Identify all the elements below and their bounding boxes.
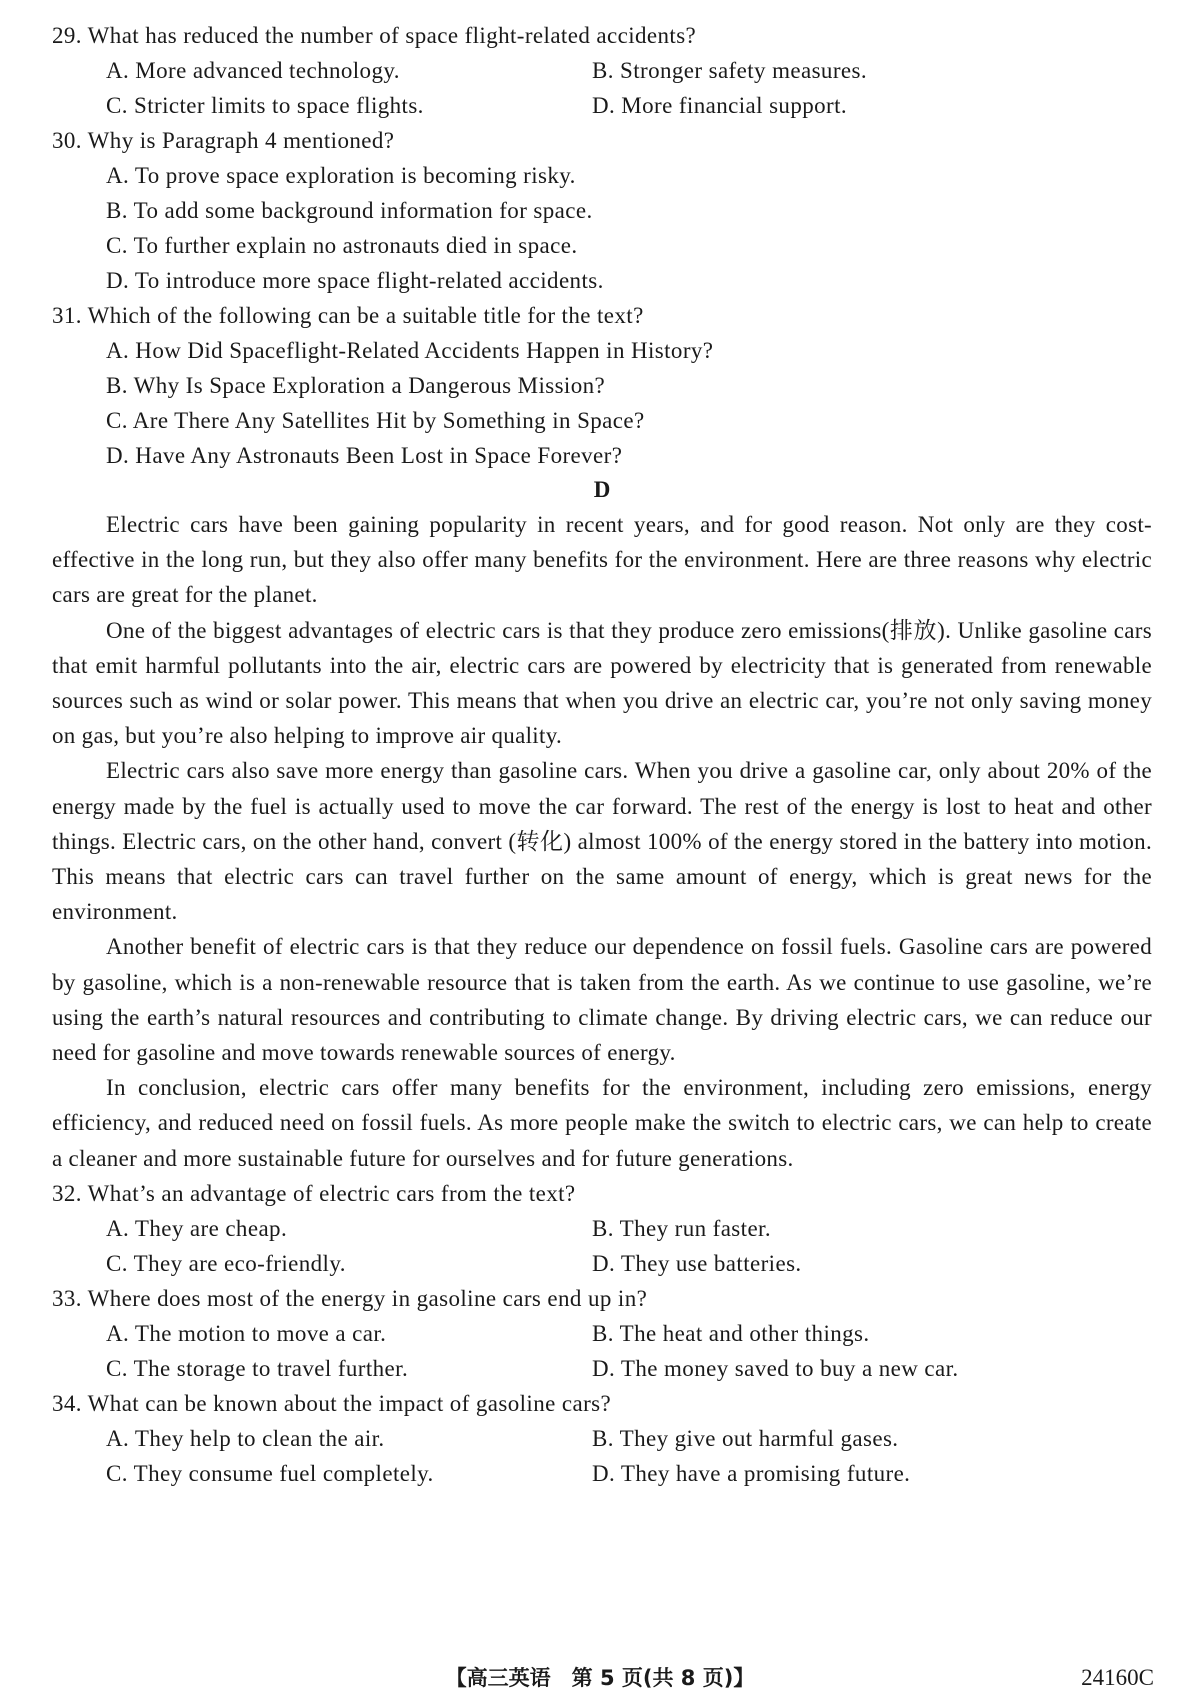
exam-page bbox=[52, 18, 1152, 1491]
option-b: B. The heat and other things. bbox=[592, 1320, 870, 1346]
passage-paragraph: Electric cars have been gaining popularity in recent years, and for good reason. Not only are they cost-effective in the long run, but they also offer many benefits for the environment. Here are three reasons why electric cars are great for the planet. bbox=[52, 512, 1152, 608]
option-c: C. Are There Any Satellites Hit by Something in Space? bbox=[106, 408, 645, 433]
option-b: B. They run faster. bbox=[592, 1215, 771, 1241]
passage-paragraph: One of the biggest advantages of electric cars is that they produce zero emissions(排放). Unlike gasoline cars that emit harmful pollutants into the air, electric cars are powered by electricity that is generated from renewable sources such as wind or solar power. This means that when you drive an electric car, you’re not only saving money on gas, but you’re also helping to improve air quality. bbox=[52, 617, 1152, 749]
option-row bbox=[52, 1421, 1152, 1456]
passage-d bbox=[52, 507, 1152, 1176]
option-c: C. Stricter limits to space flights. bbox=[106, 93, 424, 118]
question-stem: 31. Which of the following can be a suitable title for the text? bbox=[52, 303, 644, 328]
question-stem: 30. Why is Paragraph 4 mentioned? bbox=[52, 128, 395, 153]
option-d: D. To introduce more space flight-related accidents. bbox=[106, 268, 604, 293]
question-32 bbox=[52, 1176, 1152, 1281]
option-d: D. They have a promising future. bbox=[592, 1460, 911, 1486]
option-row bbox=[52, 1246, 1152, 1281]
option-row bbox=[52, 1316, 1152, 1351]
option-c: C. They consume fuel completely. bbox=[106, 1460, 434, 1486]
passage-paragraph: Another benefit of electric cars is that they reduce our dependence on fossil fuels. Gasoline cars are powered by gasoline, which is a non-renewable resource that is taken from the earth. As we continue to use gasoline, we’re using the earth’s natural resources and contributing to climate change. By driving electric cars, we can reduce our need for gasoline and move towards renewable sources of energy. bbox=[52, 934, 1152, 1066]
option-d: D. Have Any Astronauts Been Lost in Space Forever? bbox=[106, 443, 623, 468]
option-a: A. They help to clean the air. bbox=[106, 1425, 385, 1451]
option-d: D. They use batteries. bbox=[592, 1250, 802, 1276]
page-footer bbox=[0, 1660, 1200, 1696]
question-30 bbox=[52, 123, 1152, 298]
option-row bbox=[52, 1456, 1152, 1491]
question-29 bbox=[52, 18, 1152, 123]
question-stem: 32. What’s an advantage of electric cars from the text? bbox=[52, 1180, 576, 1206]
question-stem: 29. What has reduced the number of space flight-related accidents? bbox=[52, 23, 697, 48]
option-b: B. To add some background information for space. bbox=[106, 198, 593, 223]
option-c: C. They are eco-friendly. bbox=[106, 1250, 346, 1276]
option-b: B. They give out harmful gases. bbox=[592, 1425, 899, 1451]
option-a: A. How Did Spaceflight-Related Accidents Happen in History? bbox=[106, 338, 714, 363]
question-34 bbox=[52, 1386, 1152, 1491]
option-row bbox=[52, 88, 1152, 123]
footer-page-label: 【高三英语 第 5 页(共 8 页)】 bbox=[445, 1666, 755, 1690]
question-stem: 34. What can be known about the impact of gasoline cars? bbox=[52, 1390, 612, 1416]
option-d: D. The money saved to buy a new car. bbox=[592, 1355, 959, 1381]
option-b: B. Stronger safety measures. bbox=[592, 58, 867, 83]
option-d: D. More financial support. bbox=[592, 93, 848, 118]
option-row bbox=[52, 53, 1152, 88]
option-a: A. More advanced technology. bbox=[106, 58, 400, 83]
passage-paragraph: Electric cars also save more energy than gasoline cars. When you drive a gasoline car, only about 20% of the energy made by the fuel is actually used to move the car forward. The rest of the energy is lost to heat and other things. Electric cars, on the other hand, convert (转化) almost 100% of the energy stored in the battery into motion. This means that electric cars can travel further on the same amount of energy, which is great news for the environment. bbox=[52, 758, 1152, 925]
question-33 bbox=[52, 1281, 1152, 1386]
option-b: B. Why Is Space Exploration a Dangerous Mission? bbox=[106, 373, 606, 398]
option-a: A. The motion to move a car. bbox=[106, 1320, 387, 1346]
option-a: A. To prove space exploration is becoming risky. bbox=[106, 163, 576, 188]
option-c: C. The storage to travel further. bbox=[106, 1355, 409, 1381]
option-a: A. They are cheap. bbox=[106, 1215, 288, 1241]
option-row bbox=[52, 1211, 1152, 1246]
option-row bbox=[52, 1351, 1152, 1386]
question-31 bbox=[52, 298, 1152, 473]
question-stem: 33. Where does most of the energy in gasoline cars end up in? bbox=[52, 1285, 648, 1311]
section-heading-d: D bbox=[593, 477, 611, 502]
option-c: C. To further explain no astronauts died in space. bbox=[106, 233, 578, 258]
passage-paragraph: In conclusion, electric cars offer many benefits for the environment, including zero emissions, energy efficiency, and reduced need on fossil fuels. As more people make the switch to electric cars, we can help to create a cleaner and more sustainable future for ourselves and for future generations. bbox=[52, 1075, 1152, 1171]
footer-exam-code: 24160C bbox=[1081, 1665, 1154, 1690]
